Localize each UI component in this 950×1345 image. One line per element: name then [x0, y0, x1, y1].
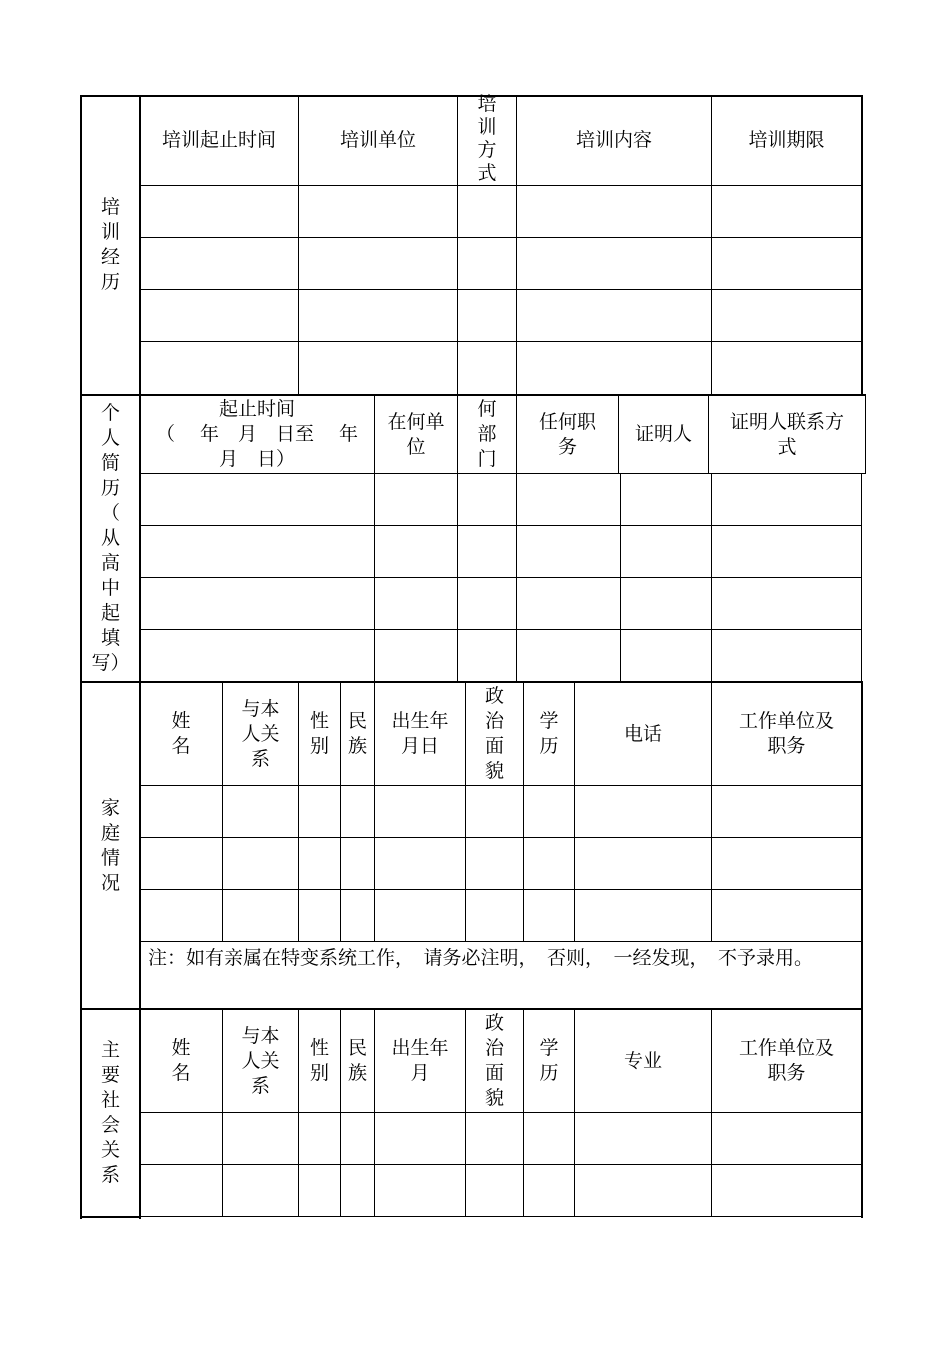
- header-social-political: 政 治 面 貌: [484, 1012, 504, 1109]
- header-resume-period: 起止时间 （ 年 月 日至 年 月 日）: [155, 398, 359, 470]
- header-social-major: 专业: [623, 1049, 662, 1072]
- header-family-political: 政 治 面 貌: [484, 685, 504, 782]
- header-social-work: 工作单位及 职务: [738, 1037, 834, 1084]
- training-section-label: 培 训 经 历: [100, 196, 120, 293]
- header-social-education: 学 历: [539, 1037, 559, 1084]
- header-resume-position: 任何职 务: [538, 410, 596, 458]
- header-social-relation: 与本 人关 系: [241, 1024, 280, 1097]
- header-family-phone: 电话: [623, 722, 662, 745]
- header-training-content: 培训内容: [575, 129, 652, 151]
- header-resume-unit: 在何单 位: [387, 410, 445, 458]
- header-family-education: 学 历: [539, 710, 559, 757]
- header-social-ethnicity: 民 族: [347, 1037, 367, 1084]
- header-social-name: 姓 名: [171, 1037, 191, 1084]
- family-note: 注：如有亲属在特变系统工作， 请务必注明， 否则， 一经发现， 不予录用。: [148, 947, 814, 969]
- header-family-relation: 与本 人关 系: [241, 697, 280, 770]
- header-training-method: 培 训 方 式: [477, 92, 497, 184]
- family-section-label: 家 庭 情 况: [100, 796, 120, 894]
- header-social-gender: 性 别: [309, 1037, 329, 1084]
- header-training-duration: 培训期限: [748, 129, 825, 151]
- header-resume-witness: 证明人: [634, 423, 692, 445]
- resume-section-label: 个 人 简 历 （ 从 高 中 起 填 写）: [91, 402, 130, 674]
- social-section-label: 主 要 社 会 关 系: [100, 1039, 120, 1186]
- header-family-birth: 出生年 月日: [391, 710, 449, 757]
- header-training-unit: 培训单位: [339, 129, 416, 151]
- header-resume-witness-contact: 证明人联系方 式: [729, 410, 844, 458]
- header-family-work: 工作单位及 职务: [738, 710, 834, 757]
- header-social-birth: 出生年 月: [391, 1037, 449, 1084]
- header-family-ethnicity: 民 族: [347, 710, 367, 757]
- header-training-period: 培训起止时间: [161, 129, 276, 151]
- header-family-name: 姓 名: [171, 710, 191, 757]
- header-resume-dept: 何 部 门: [477, 398, 497, 470]
- header-family-gender: 性 别: [309, 710, 329, 757]
